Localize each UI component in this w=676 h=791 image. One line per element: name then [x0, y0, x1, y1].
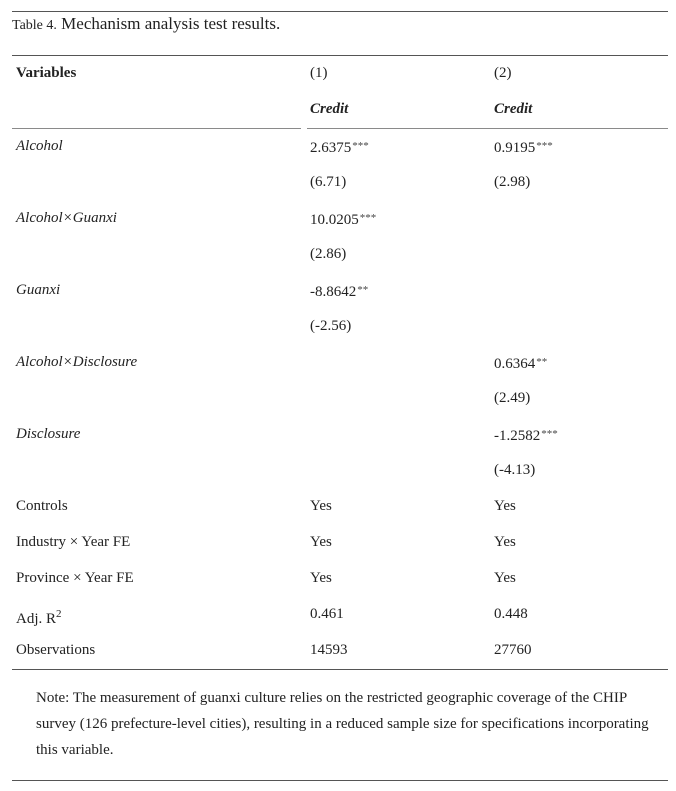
top-rule: [12, 11, 668, 12]
stars-alcohol-disclosure-col2: **: [536, 356, 548, 368]
observations-col2: 27760: [494, 642, 532, 658]
row-label-industry-year-fe: Industry × Year FE: [16, 534, 131, 550]
stars-alcohol-col2: ***: [536, 140, 553, 152]
table-note: Note: The measurement of guanxi culture relies on the restricted geographic coverage of the CHIP survey (126 prefecture-level cities), resulting in a reduced sample size for specifications incorporating this variable.: [36, 690, 649, 758]
coef-alcohol-guanxi-col1: 10.0205: [310, 212, 359, 228]
header-col2-number: (2): [494, 65, 512, 81]
row-label-province-year-fe: Province × Year FE: [16, 570, 134, 586]
row-label-adj-r2: [16, 604, 62, 629]
industry-year-fe-col2: Yes: [494, 534, 516, 550]
tstat-alcohol-col1: (6.71): [310, 174, 347, 190]
stars-guanxi-col1: **: [357, 284, 369, 296]
row-label-alcohol-disclosure: Alcohol×Disclosure: [16, 354, 138, 370]
stars-alcohol-guanxi-col1: ***: [359, 212, 377, 224]
tstat-alcohol-guanxi-col1: (2.86): [310, 246, 347, 262]
row-label-alcohol-guanxi: Alcohol×Guanxi: [16, 210, 117, 226]
table-bottom-rule: [12, 669, 668, 670]
stars-alcohol-col1: ***: [352, 140, 369, 152]
row-label-guanxi: Guanxi: [16, 282, 61, 298]
tstat-alcohol-disclosure-col2: (2.49): [494, 390, 531, 406]
coef-alcohol-disclosure-col2: 0.6364: [494, 356, 536, 372]
row-label-disclosure: Disclosure: [16, 426, 81, 442]
tstat-alcohol-col2: (2.98): [494, 174, 531, 190]
coef-alcohol-col1: 2.6375: [310, 140, 352, 156]
cell-alcohol-disclosure-col2: [494, 352, 547, 374]
row-label-controls: Controls: [16, 498, 68, 514]
header-col1-dep: Credit: [310, 101, 349, 117]
stars-disclosure-col2: ***: [541, 428, 558, 440]
adj-r2-col2: 0.448: [494, 606, 528, 622]
cell-guanxi-col1: [310, 280, 368, 302]
adj-r2-label-sup: 2: [56, 608, 62, 620]
controls-col1: Yes: [310, 498, 332, 514]
province-year-fe-col1: Yes: [310, 570, 332, 586]
tstat-guanxi-col1: (-2.56): [310, 318, 352, 334]
header-rule-left: [12, 128, 301, 129]
table-caption-text: Mechanism analysis test results.: [61, 14, 281, 33]
header-variables: Variables: [16, 65, 77, 81]
table-top-rule: [12, 55, 668, 56]
cell-alcohol-guanxi-col1: [310, 208, 376, 230]
header-rule-right: [307, 128, 668, 129]
province-year-fe-col2: Yes: [494, 570, 516, 586]
tstat-disclosure-col2: (-4.13): [494, 462, 536, 478]
observations-col1: 14593: [310, 642, 348, 658]
coef-disclosure-col2: -1.2582: [494, 428, 541, 444]
cell-disclosure-col2: [494, 424, 558, 446]
adj-r2-col1: 0.461: [310, 606, 344, 622]
table-caption-label: Table 4.: [12, 18, 57, 33]
adj-r2-label-text: Adj. R: [16, 611, 57, 627]
row-label-alcohol: Alcohol: [16, 138, 63, 154]
cell-alcohol-col1: [310, 136, 369, 158]
cell-alcohol-col2: [494, 136, 553, 158]
controls-col2: Yes: [494, 498, 516, 514]
table-caption: [12, 14, 280, 34]
footer-rule: [12, 780, 668, 781]
header-col1-number: (1): [310, 65, 328, 81]
coef-alcohol-col2: 0.9195: [494, 140, 536, 156]
industry-year-fe-col1: Yes: [310, 534, 332, 550]
coef-guanxi-col1: -8.8642: [310, 284, 357, 300]
row-label-observations: Observations: [16, 642, 96, 658]
header-col2-dep: Credit: [494, 101, 533, 117]
